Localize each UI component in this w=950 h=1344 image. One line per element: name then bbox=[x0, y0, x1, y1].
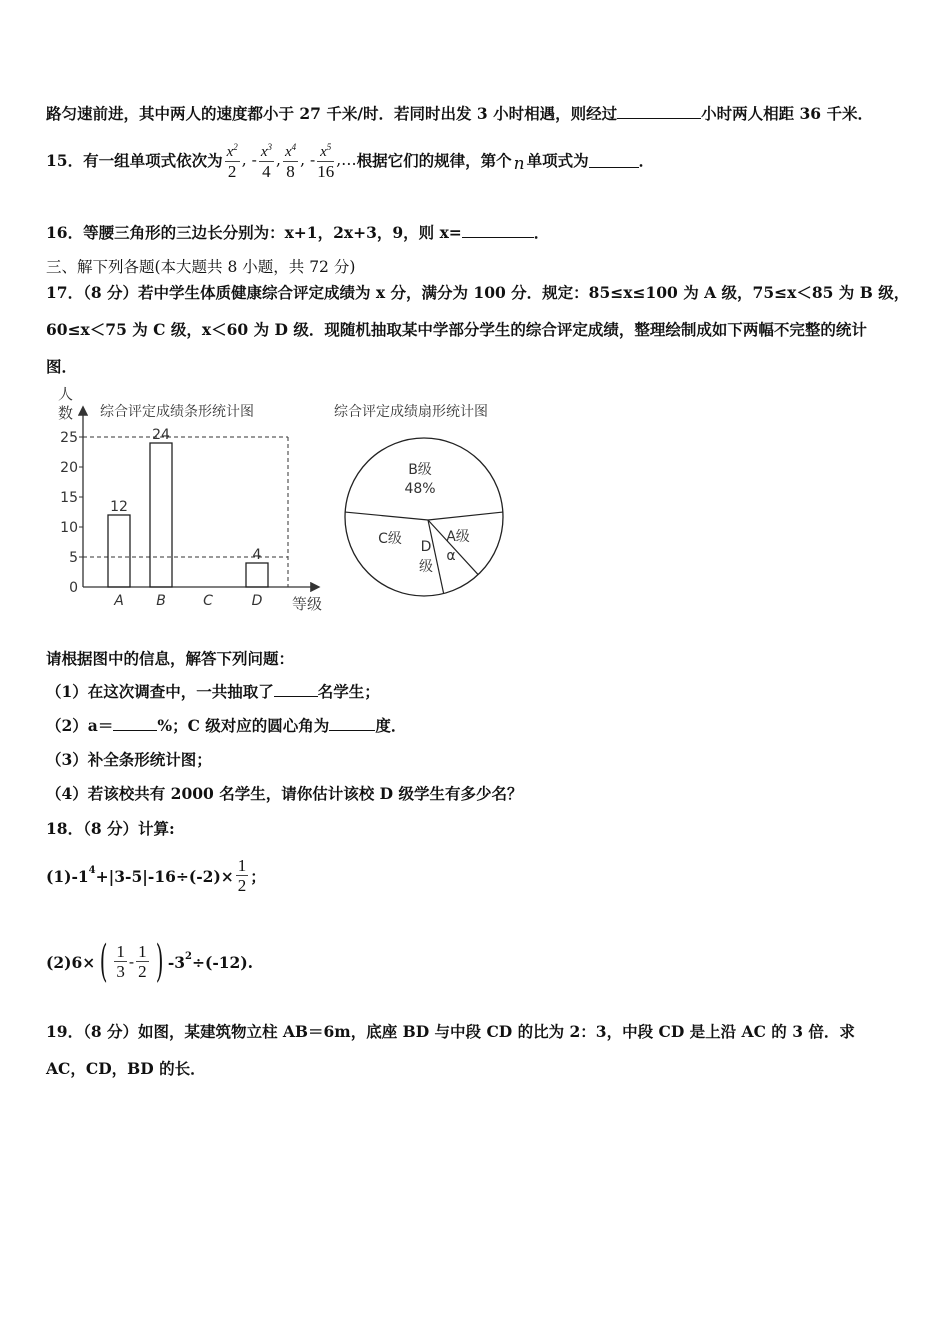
frac-var: x bbox=[226, 144, 234, 160]
pie-label-d: D bbox=[420, 539, 432, 555]
q15-text-b: 单项式为 bbox=[526, 151, 589, 170]
q19-line-2: AC，CD，BD 的长． bbox=[46, 1059, 206, 1078]
term-sign: , bbox=[276, 151, 281, 169]
frac-exp: 2 bbox=[233, 142, 238, 152]
q15-end: ． bbox=[638, 151, 655, 170]
q17-part-3: （3）补全条形统计图； bbox=[46, 750, 212, 769]
frac-exp: 3 bbox=[267, 142, 273, 152]
bar-chart-ylabel-1: 人 bbox=[58, 385, 74, 403]
q17-part-1-text-a: （1）在这次调查中，一共抽取了 bbox=[46, 682, 274, 701]
q16-text: 16．等腰三角形的三边长分别为：x+1，2x+3，9，则 x= bbox=[46, 223, 462, 242]
q14-line bbox=[46, 102, 873, 124]
fraction: $\frac{1}{3}$ bbox=[116, 941, 125, 981]
fraction bbox=[259, 138, 274, 182]
pie-slice-edge bbox=[428, 520, 444, 594]
answer-blank[interactable] bbox=[329, 716, 375, 731]
expr-text: (2)6× bbox=[46, 952, 96, 972]
q17-line-3: 图． bbox=[46, 357, 78, 376]
answer-blank[interactable] bbox=[589, 153, 639, 168]
answer-blank[interactable] bbox=[274, 682, 318, 697]
monomial-term-3 bbox=[276, 138, 300, 182]
frac-den: 8 bbox=[286, 162, 295, 181]
q14-text-b: 小时两人相距 36 千米． bbox=[701, 104, 873, 123]
expr-text: -3 bbox=[167, 952, 186, 972]
y-tick-label: 20 bbox=[60, 460, 78, 476]
y-tick-label: 15 bbox=[60, 490, 78, 506]
answer-blank[interactable] bbox=[617, 104, 701, 119]
q18-expr-1 bbox=[46, 850, 266, 902]
pie-label-c: C级 bbox=[378, 531, 402, 547]
answer-blank[interactable] bbox=[113, 716, 157, 731]
q17-line-1: 17．（8 分）若中学生体质健康综合评定成绩为 x 分，满分为 100 分．规定：85≤x≤100 为 A 级，75≤x＜85 为 B 级， bbox=[46, 283, 910, 302]
expr-exp: 4 bbox=[88, 864, 96, 876]
q16-end: ． bbox=[533, 223, 550, 242]
section-title: 三、解下列各题(本大题共 8 小题，共 72 分) bbox=[46, 258, 356, 276]
q17-part-2-text-b: %；C 级对应的圆心角为 bbox=[157, 716, 330, 735]
expr-text: - bbox=[128, 953, 135, 971]
right-paren: ) bbox=[155, 936, 164, 987]
bar-B bbox=[150, 443, 172, 587]
term-sign: , - bbox=[241, 151, 257, 169]
pie-slice-edge bbox=[345, 512, 428, 520]
left-paren: ( bbox=[99, 936, 108, 987]
q17-prompt: 请根据图中的信息，解答下列问题： bbox=[46, 649, 295, 668]
q14-text-a: 路匀速前进，其中两人的速度都小于 27 千米/时．若同时出发 3 小时相遇，则经过 bbox=[46, 104, 618, 123]
fraction bbox=[317, 138, 334, 182]
bar-data-label: 24 bbox=[152, 427, 170, 443]
bar-D bbox=[246, 563, 268, 587]
expr-text: +|3-5|-16÷(-2)× bbox=[95, 866, 234, 886]
q18-expr-2 bbox=[46, 936, 253, 988]
frac-var: x bbox=[260, 144, 268, 160]
x-category-label: B bbox=[156, 593, 166, 609]
pie-label-d-2: 级 bbox=[419, 559, 433, 575]
frac-var: x bbox=[284, 144, 292, 160]
q15-text-a: 根据它们的规律，第个 bbox=[356, 151, 512, 170]
answer-blank[interactable] bbox=[462, 223, 534, 238]
expr-text: ； bbox=[250, 867, 266, 886]
monomial-term-1 bbox=[223, 138, 242, 182]
pie-chart-title: 综合评定成绩扇形统计图 bbox=[334, 404, 488, 420]
q15-label: 15．有一组单项式依次为 bbox=[46, 151, 223, 170]
q17-line-2: 60≤x＜75 为 C 级，x＜60 为 D 级．现随机抽取某中学部分学生的综合评定成绩，整理绘制成如下两幅不完整的统计 bbox=[46, 320, 867, 339]
expr-exp: 2 bbox=[185, 950, 193, 962]
statistics-charts bbox=[40, 382, 540, 622]
expr-text: (1)-1 bbox=[46, 866, 89, 886]
fraction bbox=[283, 138, 298, 182]
y-tick-label: 5 bbox=[69, 550, 78, 566]
term-sign: , - bbox=[300, 151, 316, 169]
q19-line-1: 19．（8 分）如图，某建筑物立柱 AB＝6m，底座 BD 与中段 CD 的比为 2：3，中段 CD 是上沿 AC 的 3 倍．求 bbox=[46, 1022, 855, 1041]
monomial-term-2 bbox=[242, 138, 276, 182]
q17-part-2 bbox=[46, 714, 406, 736]
q17-part-2-text-a: （2）a＝ bbox=[46, 716, 114, 735]
q15-n: n bbox=[513, 154, 525, 174]
q16-line bbox=[46, 221, 549, 243]
x-category-label: A bbox=[114, 593, 124, 609]
frac-exp: 5 bbox=[326, 142, 332, 152]
q18-title: 18．（8 分）计算: bbox=[46, 819, 175, 838]
q15-dots: ,… bbox=[336, 151, 357, 169]
q17-part-1-text-b: 名学生； bbox=[317, 682, 380, 701]
frac-var: x bbox=[320, 144, 327, 160]
y-tick-label: 25 bbox=[60, 430, 78, 446]
pie-label-a: A级 bbox=[446, 529, 470, 545]
pie-value-b: 48% bbox=[404, 481, 436, 497]
y-tick-label: 10 bbox=[60, 520, 78, 536]
bar-A bbox=[108, 515, 130, 587]
pie-slice-edge bbox=[428, 512, 503, 520]
frac-den: 16 bbox=[317, 162, 335, 181]
bar-chart-ylabel-2: 数 bbox=[58, 404, 74, 422]
expr-text: ÷(-12). bbox=[192, 952, 254, 972]
y-tick-label: 0 bbox=[69, 580, 78, 596]
bar-data-label: 12 bbox=[110, 499, 128, 515]
q17-part-1 bbox=[46, 680, 380, 702]
frac-den: 4 bbox=[262, 162, 271, 181]
q15-line bbox=[46, 138, 654, 182]
q17-part-2-text-c: 度． bbox=[375, 716, 407, 735]
bar-data-label: 4 bbox=[252, 547, 262, 563]
frac-den: 2 bbox=[227, 162, 237, 181]
fraction: $\frac{1}{2}$ bbox=[138, 941, 147, 981]
q17-part-4: （4）若该校共有 2000 名学生，请你估计该校 D 级学生有多少名？ bbox=[46, 784, 523, 803]
x-category-label: D bbox=[251, 593, 263, 609]
bar-chart-title: 综合评定成绩条形统计图 bbox=[100, 404, 254, 420]
frac-exp: 4 bbox=[291, 142, 297, 152]
x-category-label: C bbox=[203, 593, 213, 609]
pie-label-b: B级 bbox=[408, 462, 432, 478]
fraction bbox=[225, 138, 240, 182]
monomial-term-4 bbox=[300, 138, 336, 182]
bar-chart-xlabel: 等级 bbox=[292, 595, 323, 613]
fraction: $\frac{1}{2}$ bbox=[237, 855, 247, 895]
pie-value-a: α bbox=[446, 548, 456, 564]
